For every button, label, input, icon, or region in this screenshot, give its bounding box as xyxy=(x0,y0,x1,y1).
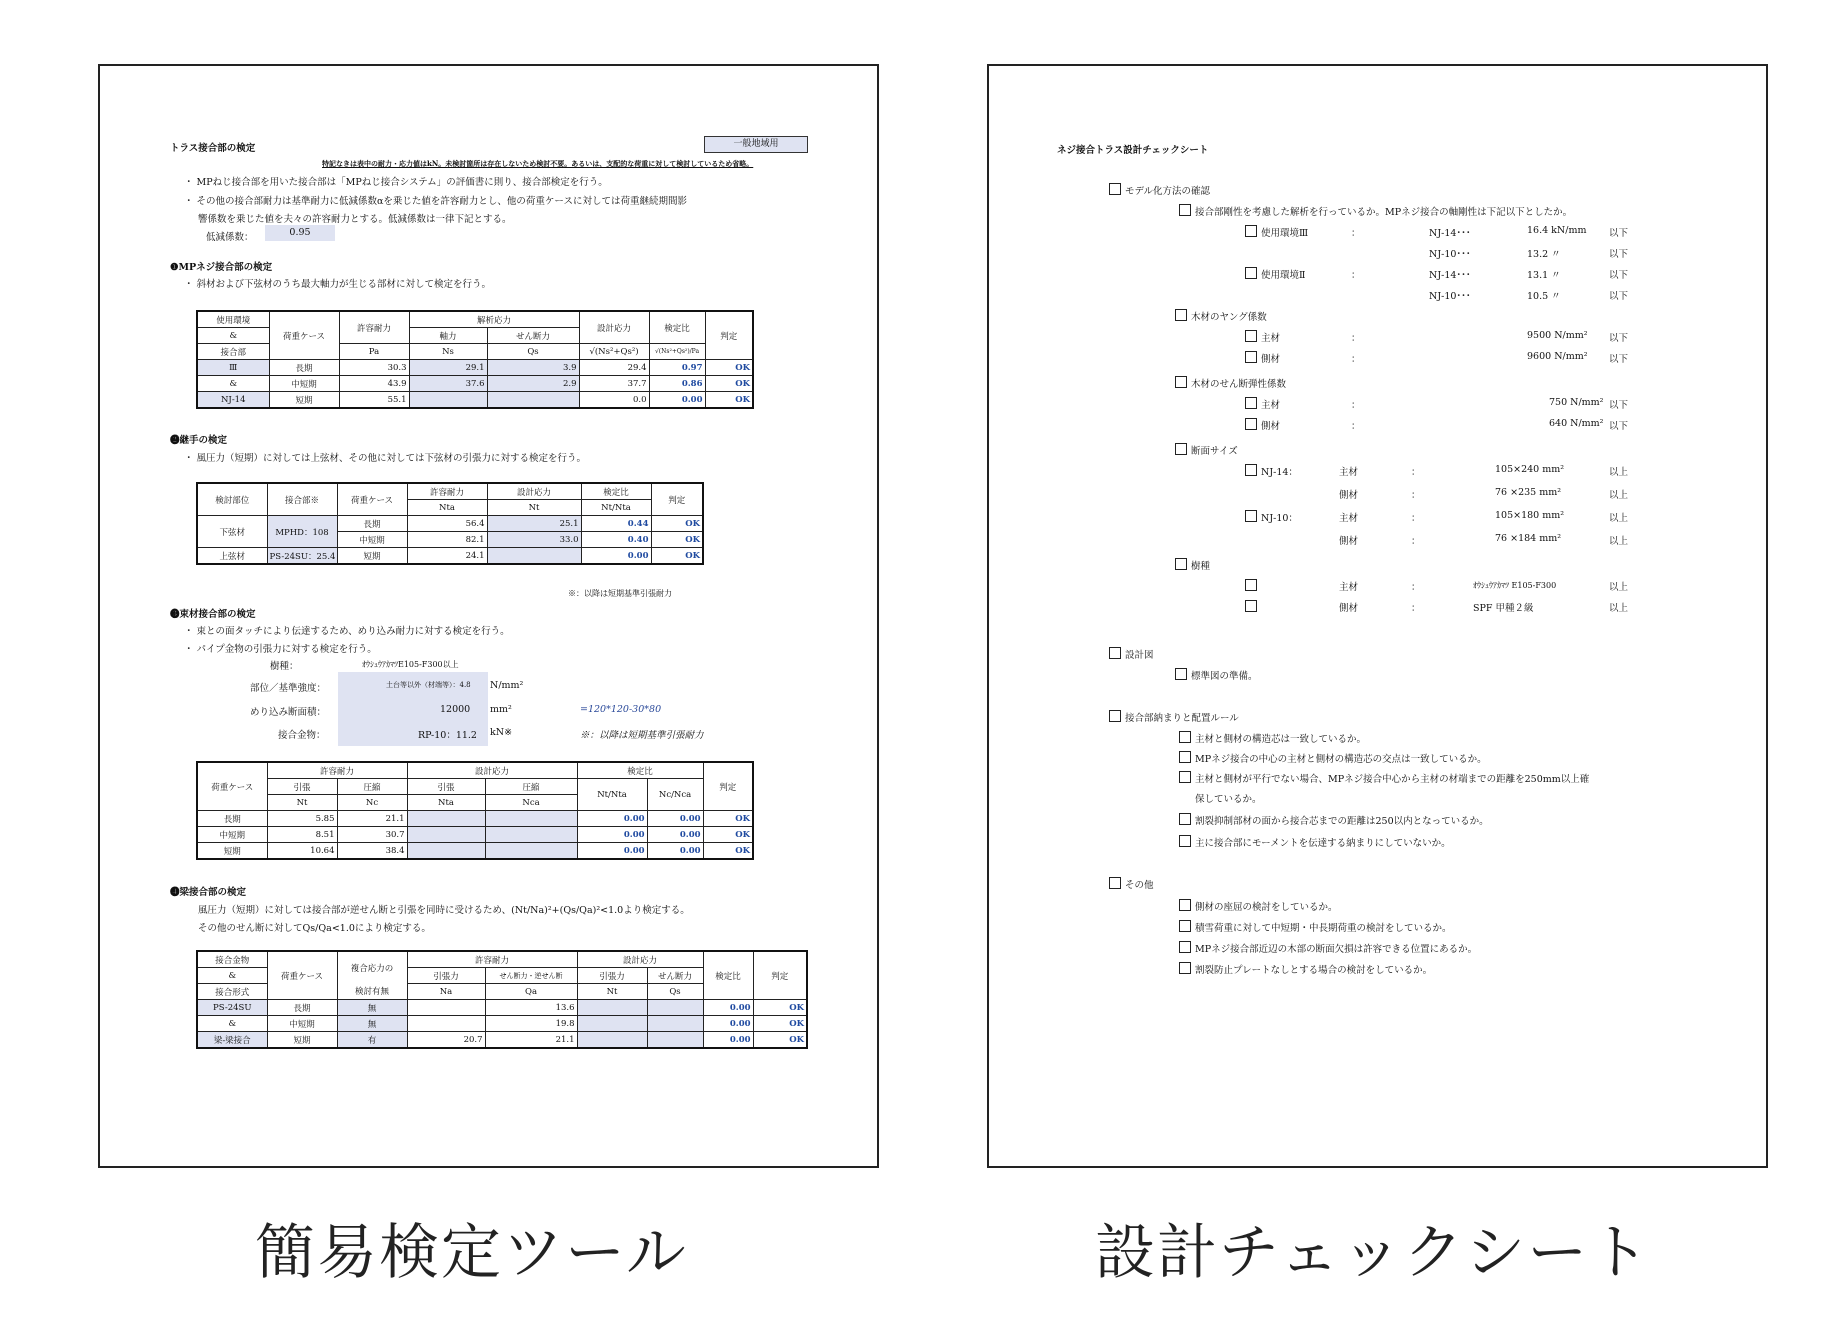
col-header: 検定比 xyxy=(649,311,705,344)
shear-side-value: 640 N/mm² xyxy=(1549,418,1604,429)
table-row: 下弦材 MPHD：108 長期 56.4 25.1 0.44 OK xyxy=(197,516,703,532)
above-label: 以上 xyxy=(1609,582,1629,593)
checkbox[interactable] xyxy=(1245,330,1257,342)
col-header: 設計応力 xyxy=(577,951,703,968)
col-header: 接合部※ xyxy=(267,483,337,516)
table-row: & 中短期 無 19.8 0.00 OK xyxy=(197,1016,807,1032)
col-header: 引張 xyxy=(267,779,337,795)
col-header: & xyxy=(197,328,269,344)
area-unit: mm² xyxy=(490,704,512,715)
col-header: Nc xyxy=(337,795,407,811)
check-rule-5[interactable]: 主に接合部にモーメントを伝達する納まりにしていないか。 xyxy=(1179,835,1451,849)
checkbox[interactable] xyxy=(1179,920,1191,932)
table-row: 梁-梁接合 短期 有 20.7 21.1 0.00 OK xyxy=(197,1032,807,1049)
above-label: 以上 xyxy=(1609,603,1629,614)
col-header: 検定比 xyxy=(577,762,703,779)
checkbox[interactable] xyxy=(1179,731,1191,743)
col-header: 接合部 xyxy=(197,344,269,360)
table-row: 中短期 8.51 30.7 0.00 0.00 OK xyxy=(197,827,753,843)
intro-line-2: ・ その他の接合部耐力は基準耐力に低減係数αを乗じた値を許容耐力とし、他の荷重ケースに対しては荷重継続期間影 xyxy=(184,196,687,207)
hardware-note: ※：以降は短期基準引張耐力 xyxy=(580,730,704,741)
check-model[interactable]: モデル化方法の確認 xyxy=(1109,183,1210,197)
main-label: 主材 xyxy=(1339,467,1359,478)
check-env2[interactable]: 使用環境Ⅱ xyxy=(1245,267,1305,281)
checkbox[interactable] xyxy=(1245,267,1257,279)
section-value: 76 ×184 mm² xyxy=(1495,533,1562,544)
reduction-value: 0.95 xyxy=(265,225,335,241)
col-header: Nta xyxy=(407,500,487,516)
checkbox[interactable] xyxy=(1175,668,1187,680)
col-header: Nt xyxy=(577,984,647,1000)
check-rule-1[interactable]: 主材と側材の構造芯は一致しているか。 xyxy=(1179,731,1366,745)
col-header: Qa xyxy=(485,984,577,1000)
check-rule-2[interactable]: MPネジ接合の中心の主材と側材の構造芯の交点は一致しているか。 xyxy=(1179,751,1487,765)
section-4-desc-2: その他のせん断に対してQs/Qa<1.0により検定する。 xyxy=(198,923,431,934)
table-row: 短期 10.64 38.4 0.00 0.00 OK xyxy=(197,843,753,860)
check-rule-4[interactable]: 割裂抑制部材の面から接合芯までの距離は250以内となっているか。 xyxy=(1179,813,1489,827)
checkbox[interactable] xyxy=(1245,397,1257,409)
below-label: 以下 xyxy=(1609,400,1629,411)
col-header: 解析応力 xyxy=(409,311,579,328)
check-section-size[interactable]: 断面サイズ xyxy=(1175,443,1238,457)
section-3-desc-2: ・ パイプ金物の引張力に対する検定を行う。 xyxy=(184,644,377,655)
below-label: 以下 xyxy=(1609,291,1629,302)
col-header: 判定 xyxy=(703,762,753,811)
check-species-main[interactable] xyxy=(1245,579,1261,593)
species-side-value: SPF 甲種２級 xyxy=(1473,603,1534,614)
table-row: NJ-14 短期 55.1 0.0 0.00 OK xyxy=(197,392,753,409)
sheet-title: ネジ接合トラス設計チェックシート xyxy=(1057,145,1209,156)
check-env3[interactable]: 使用環境Ⅲ xyxy=(1245,225,1308,239)
col-header: 許容耐力 xyxy=(407,951,577,968)
check-stiffness[interactable]: 接合部剛性を考慮した解析を行っているか。MPネジ接合の軸剛性は下記以下としたか。 xyxy=(1179,204,1572,218)
col-header: √(Ns²+Qs²) xyxy=(579,344,649,360)
splice-joint-table xyxy=(196,482,704,565)
checkbox[interactable] xyxy=(1109,877,1121,889)
col-header: 荷重ケース xyxy=(337,483,407,516)
colon: ： xyxy=(1411,467,1421,478)
above-label: 以上 xyxy=(1609,490,1629,501)
caption-left: 簡易検定ツール xyxy=(255,1218,688,1288)
colon: ： xyxy=(1351,354,1361,365)
below-label: 以下 xyxy=(1609,228,1629,239)
area-value: 12000 xyxy=(440,704,471,715)
col-header: Nca xyxy=(485,795,577,811)
checkbox[interactable] xyxy=(1179,941,1191,953)
table-row: 長期 5.85 21.1 0.00 0.00 OK xyxy=(197,811,753,827)
checkbox[interactable] xyxy=(1245,600,1257,612)
section-value: 76 ×235 mm² xyxy=(1495,487,1562,498)
col-header: 判定 xyxy=(705,311,753,360)
col-header: 引張力 xyxy=(407,968,485,984)
species-value: ｵｳｼｭｳｱｶﾏﾂE105-F300以上 xyxy=(362,660,459,669)
area-label: めり込み断面積： xyxy=(250,707,327,718)
colon: ： xyxy=(1411,603,1421,614)
colon: ： xyxy=(1411,513,1421,524)
above-label: 以上 xyxy=(1609,467,1629,478)
section-3-title: ❸束材接合部の検定 xyxy=(170,609,256,620)
col-header: せん断力・逆せん断 xyxy=(485,968,577,984)
beam-joint-table xyxy=(196,950,808,1049)
check-other-1[interactable]: 側材の座屈の検討をしているか。 xyxy=(1179,899,1338,913)
check-rule-3[interactable]: 主材と側材が平行でない場合、MPネジ接合中心から主材の材端までの距離を250mm以上確 xyxy=(1179,771,1589,785)
colon: ： xyxy=(1351,421,1361,432)
col-header: Nta xyxy=(407,795,485,811)
table-row: 上弦材 PS-24SU：25.4 短期 24.1 0.00 OK xyxy=(197,548,703,565)
checkbox[interactable] xyxy=(1245,579,1257,591)
col-header: Nt/Nta xyxy=(577,779,647,811)
side-label: 側材 xyxy=(1339,603,1359,614)
col-header: Nt/Nta xyxy=(581,500,651,516)
caption-right: 設計チェックシート xyxy=(1095,1218,1652,1288)
nj14-label: NJ-14･･･ xyxy=(1429,228,1471,239)
section-3-desc-1: ・ 束との面タッチにより伝達するため、めり込み耐力に対する検定を行う。 xyxy=(184,626,510,637)
checkbox[interactable] xyxy=(1179,835,1191,847)
check-species-side[interactable] xyxy=(1245,600,1261,614)
mp-screw-joint-table xyxy=(196,310,754,409)
below-label: 以下 xyxy=(1609,249,1629,260)
col-header: 検定比 xyxy=(581,483,651,500)
checkbox[interactable] xyxy=(1245,418,1257,430)
checkbox[interactable] xyxy=(1245,464,1257,476)
section-4-title: ❹梁接合部の検定 xyxy=(170,887,247,898)
table-row: 中短期 82.1 33.0 0.40 OK xyxy=(197,532,703,548)
checkbox[interactable] xyxy=(1175,443,1187,455)
col-header: 圧縮 xyxy=(485,779,577,795)
col-header: Qs xyxy=(647,984,703,1000)
col-header: Ns xyxy=(409,344,487,360)
col-header: せん断力 xyxy=(487,328,579,344)
section-2-title: ❷継手の検定 xyxy=(170,435,228,446)
checkbox[interactable] xyxy=(1179,204,1191,216)
intro-line-1: ・ MPねじ接合部を用いた接合部は「MPねじ接合システム」の評価書に則り、接合部検定を行う。 xyxy=(184,177,608,188)
col-header: 荷重ケース xyxy=(269,311,339,360)
splice-footnote: ※：以降は短期基準引張耐力 xyxy=(568,589,672,598)
checkbox[interactable] xyxy=(1179,771,1191,783)
col-header: 設計応力 xyxy=(407,762,577,779)
below-label: 以下 xyxy=(1609,333,1629,344)
check-shear-side[interactable]: 側材 xyxy=(1245,418,1280,432)
checkbox[interactable] xyxy=(1179,962,1191,974)
rule-3-cont: 保しているか。 xyxy=(1195,794,1262,805)
side-label: 側材 xyxy=(1339,490,1359,501)
check-nj14-size[interactable]: NJ-14： xyxy=(1245,464,1298,478)
nj14-label: NJ-14･･･ xyxy=(1429,270,1471,281)
col-header: Nt xyxy=(487,500,581,516)
check-young-side[interactable]: 側材 xyxy=(1245,351,1280,365)
side-label: 側材 xyxy=(1339,536,1359,547)
nj10-label: NJ-10･･･ xyxy=(1429,291,1471,302)
sheet-title: トラス接合部の検定 xyxy=(170,143,256,154)
col-header: & xyxy=(197,968,267,984)
checkbox[interactable] xyxy=(1179,813,1191,825)
below-label: 以下 xyxy=(1609,354,1629,365)
col-header: 許容耐力 xyxy=(339,311,409,344)
col-header: 設計応力 xyxy=(579,311,649,344)
check-design-drawing[interactable]: 設計図 xyxy=(1109,647,1154,661)
stiffness-value: 10.5 〃 xyxy=(1527,291,1561,302)
main-label: 主材 xyxy=(1339,582,1359,593)
col-header: Qs xyxy=(487,344,579,360)
header-note: 特記なきは表中の耐力・応力値はkN。未検討箇所は存在しないため検討不要。あるいは、支配的な荷重に対して検討しているため省略。 xyxy=(322,159,754,168)
stiffness-value: 16.4 kN/mm xyxy=(1527,225,1587,236)
colon: ： xyxy=(1411,490,1421,501)
checkbox[interactable] xyxy=(1245,225,1257,237)
checkbox[interactable] xyxy=(1175,376,1187,388)
below-label: 以下 xyxy=(1609,421,1629,432)
col-header: 接合金物 xyxy=(197,951,267,968)
col-header: Na xyxy=(407,984,485,1000)
main-label: 主材 xyxy=(1339,513,1359,524)
stiffness-value: 13.1 〃 xyxy=(1527,270,1561,281)
area-calc: =120*120-30*80 xyxy=(580,704,662,715)
check-other-3[interactable]: MPネジ接合部近辺の木部の断面欠損は許容できる位置にあるか。 xyxy=(1179,941,1477,955)
col-header: Pa xyxy=(339,344,409,360)
species-label: 樹種： xyxy=(270,661,299,672)
col-header: 使用環境 xyxy=(197,311,269,328)
check-joint-rules[interactable]: 接合部納まりと配置ルール xyxy=(1109,710,1239,724)
check-young-main[interactable]: 主材 xyxy=(1245,330,1280,344)
table-row: Ⅲ 長期 30.3 29.1 3.9 29.4 0.97 OK xyxy=(197,360,753,376)
simple-check-tool-sheet xyxy=(98,64,879,1168)
checkbox[interactable] xyxy=(1109,183,1121,195)
reduction-label: 低減係数： xyxy=(206,232,254,243)
col-header: 検討有無 xyxy=(337,984,407,1000)
region-badge: 一般地域用 xyxy=(704,136,808,153)
checkbox[interactable] xyxy=(1175,558,1187,570)
checkbox[interactable] xyxy=(1109,647,1121,659)
above-label: 以上 xyxy=(1609,513,1629,524)
colon: ： xyxy=(1411,582,1421,593)
table-row: & 中短期 43.9 37.6 2.9 37.7 0.86 OK xyxy=(197,376,753,392)
col-header: 判定 xyxy=(753,951,807,1000)
shear-main-value: 750 N/mm² xyxy=(1549,397,1604,408)
col-header: 検討部位 xyxy=(197,483,267,516)
col-header: 許容耐力 xyxy=(267,762,407,779)
check-young[interactable]: 木材のヤング係数 xyxy=(1175,309,1267,323)
design-checksheet xyxy=(987,64,1768,1168)
hardware-unit: kN※ xyxy=(490,727,513,738)
check-shear-modulus[interactable]: 木材のせん断弾性係数 xyxy=(1175,376,1286,390)
check-species[interactable]: 樹種 xyxy=(1175,558,1210,572)
stiffness-value: 13.2 〃 xyxy=(1527,249,1561,260)
young-main-value: 9500 N/mm² xyxy=(1527,330,1588,341)
col-header: 複合応力の xyxy=(337,951,407,984)
checkbox[interactable] xyxy=(1109,710,1121,722)
col-header: 引張 xyxy=(407,779,485,795)
check-other-2[interactable]: 積雪荷重に対して中短期・中長期荷重の検討をしているか。 xyxy=(1179,920,1452,934)
checkbox[interactable] xyxy=(1245,510,1257,522)
col-header: 検定比 xyxy=(703,951,753,1000)
colon: ： xyxy=(1411,536,1421,547)
col-header: 圧縮 xyxy=(337,779,407,795)
col-header: 荷重ケース xyxy=(197,762,267,811)
col-header: せん断力 xyxy=(647,968,703,984)
col-header: 引張力 xyxy=(577,968,647,984)
colon: ： xyxy=(1351,400,1361,411)
section-2-desc: ・ 風圧力（短期）に対しては上弦材、その他に対しては下弦材の引張力に対する検定を行う。 xyxy=(184,453,587,464)
checkbox[interactable] xyxy=(1179,899,1191,911)
section-4-desc-1: 風圧力（短期）に対しては接合部が逆せん断と引張を同時に受けるため、(Nt/Na)²+(Qs/Qa)²<1.0より検定する。 xyxy=(198,905,690,916)
colon: ： xyxy=(1351,228,1361,239)
section-1-title: ❶MPネジ接合部の検定 xyxy=(170,262,273,273)
checkbox[interactable] xyxy=(1175,309,1187,321)
above-label: 以上 xyxy=(1609,536,1629,547)
nj10-label: NJ-10･･･ xyxy=(1429,249,1471,260)
col-header: Nc/Nca xyxy=(647,779,703,811)
col-header: 軸力 xyxy=(409,328,487,344)
part-label: 部位／基準強度： xyxy=(250,683,327,694)
species-main-value: ｵｳｼｭｳｱｶﾏﾂ E105-F300 xyxy=(1473,581,1557,590)
section-value: 105×180 mm² xyxy=(1495,510,1565,521)
col-header: 接合形式 xyxy=(197,984,267,1000)
checkbox[interactable] xyxy=(1179,751,1191,763)
post-joint-table xyxy=(196,761,754,860)
section-value: 105×240 mm² xyxy=(1495,464,1565,475)
col-header: 判定 xyxy=(651,483,703,516)
colon: ： xyxy=(1351,333,1361,344)
table-row: PS-24SU 長期 無 13.6 0.00 OK xyxy=(197,1000,807,1016)
section-1-desc: ・ 斜材および下弦材のうち最大軸力が生じる部材に対して検定を行う。 xyxy=(184,279,492,290)
hardware-label: 接合金物： xyxy=(278,730,326,741)
check-standard-drawing[interactable]: 標準図の準備。 xyxy=(1175,668,1258,682)
check-shear-main[interactable]: 主材 xyxy=(1245,397,1280,411)
check-nj10-size[interactable]: NJ-10： xyxy=(1245,510,1298,524)
col-header: 許容耐力 xyxy=(407,483,487,500)
part-unit: N/mm² xyxy=(490,680,524,691)
col-header: 荷重ケース xyxy=(267,951,337,1000)
col-header: Nt xyxy=(267,795,337,811)
check-other-4[interactable]: 割裂防止プレートなしとする場合の検討をしているか。 xyxy=(1179,962,1432,976)
check-other[interactable]: その他 xyxy=(1109,877,1154,891)
part-value: 土台等以外（材端等）：4.8 xyxy=(386,681,471,689)
below-label: 以下 xyxy=(1609,270,1629,281)
col-header: 設計応力 xyxy=(487,483,581,500)
intro-line-3: 響係数を乗じた値を夫々の許容耐力とする。低減係数は一律下記とする。 xyxy=(198,214,512,225)
colon: ： xyxy=(1351,270,1361,281)
hardware-value: RP-10：11.2 xyxy=(418,730,477,741)
young-side-value: 9600 N/mm² xyxy=(1527,351,1588,362)
checkbox[interactable] xyxy=(1245,351,1257,363)
col-header: √(Ns²+Qs²)/Pa xyxy=(649,344,705,360)
